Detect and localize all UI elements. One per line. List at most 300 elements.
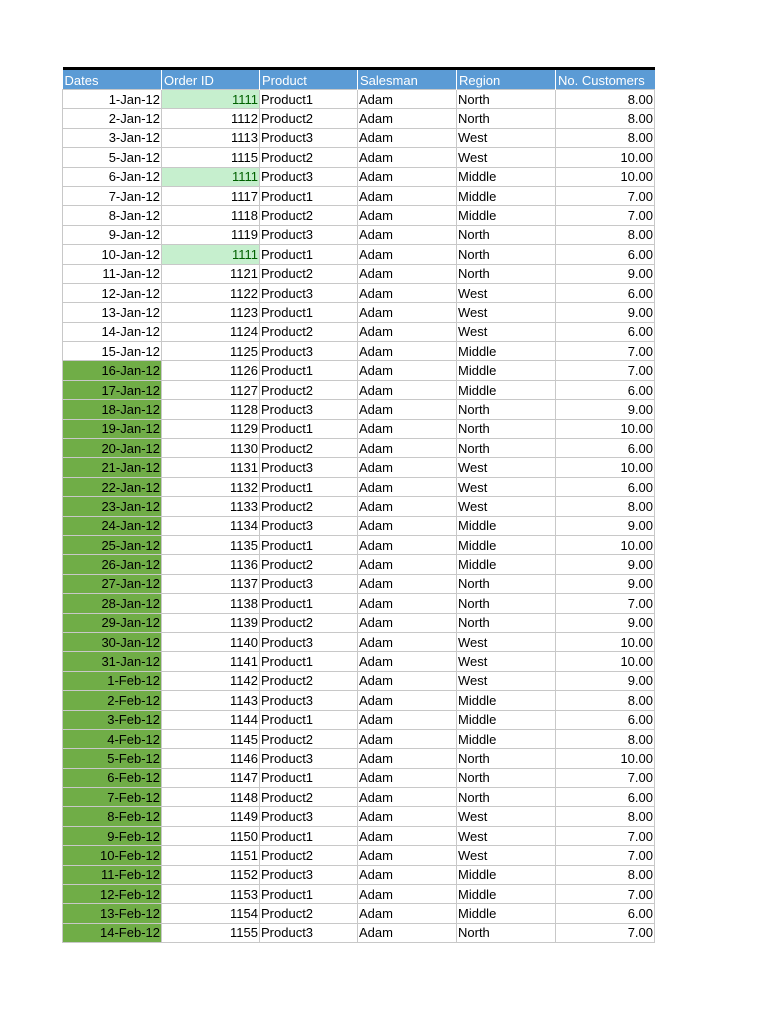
- cell-customers[interactable]: 10.00: [556, 749, 655, 768]
- cell-product[interactable]: Product2: [260, 904, 358, 923]
- cell-date[interactable]: 10-Jan-12: [63, 245, 162, 264]
- cell-date[interactable]: 29-Jan-12: [63, 613, 162, 632]
- cell-salesman[interactable]: Adam: [358, 594, 457, 613]
- cell-customers[interactable]: 7.00: [556, 186, 655, 205]
- cell-product[interactable]: Product3: [260, 749, 358, 768]
- cell-salesman[interactable]: Adam: [358, 458, 457, 477]
- cell-date[interactable]: 6-Jan-12: [63, 167, 162, 186]
- cell-salesman[interactable]: Adam: [358, 439, 457, 458]
- cell-region[interactable]: West: [457, 632, 556, 651]
- cell-salesman[interactable]: Adam: [358, 807, 457, 826]
- cell-order-id[interactable]: 1122: [162, 283, 260, 302]
- cell-order-id[interactable]: 1125: [162, 342, 260, 361]
- cell-salesman[interactable]: Adam: [358, 613, 457, 632]
- cell-order-id[interactable]: 1129: [162, 419, 260, 438]
- cell-salesman[interactable]: Adam: [358, 749, 457, 768]
- cell-region[interactable]: Middle: [457, 342, 556, 361]
- cell-date[interactable]: 6-Feb-12: [63, 768, 162, 787]
- cell-product[interactable]: Product1: [260, 245, 358, 264]
- cell-salesman[interactable]: Adam: [358, 186, 457, 205]
- cell-date[interactable]: 2-Jan-12: [63, 109, 162, 128]
- cell-region[interactable]: North: [457, 245, 556, 264]
- cell-customers[interactable]: 7.00: [556, 768, 655, 787]
- table-row: [63, 361, 655, 380]
- cell-product[interactable]: Product2: [260, 613, 358, 632]
- cell-customers[interactable]: 7.00: [556, 923, 655, 942]
- cell-product[interactable]: Product2: [260, 322, 358, 341]
- cell-product[interactable]: Product1: [260, 594, 358, 613]
- cell-order-id[interactable]: 1150: [162, 826, 260, 845]
- cell-region[interactable]: Middle: [457, 865, 556, 884]
- cell-region[interactable]: West: [457, 807, 556, 826]
- cell-customers[interactable]: 6.00: [556, 477, 655, 496]
- cell-salesman[interactable]: Adam: [358, 245, 457, 264]
- cell-salesman[interactable]: Adam: [358, 322, 457, 341]
- cell-region[interactable]: North: [457, 225, 556, 244]
- cell-region[interactable]: North: [457, 594, 556, 613]
- cell-salesman[interactable]: Adam: [358, 691, 457, 710]
- cell-customers[interactable]: 7.00: [556, 342, 655, 361]
- cell-customers[interactable]: 10.00: [556, 652, 655, 671]
- cell-region[interactable]: Middle: [457, 516, 556, 535]
- cell-customers[interactable]: 8.00: [556, 729, 655, 748]
- cell-date[interactable]: 3-Jan-12: [63, 128, 162, 147]
- cell-salesman[interactable]: Adam: [358, 109, 457, 128]
- cell-salesman[interactable]: Adam: [358, 400, 457, 419]
- cell-product[interactable]: Product2: [260, 148, 358, 167]
- table-row: [63, 245, 655, 264]
- cell-region[interactable]: Middle: [457, 361, 556, 380]
- cell-date[interactable]: 20-Jan-12: [63, 439, 162, 458]
- cell-order-id[interactable]: 1142: [162, 671, 260, 690]
- header-product[interactable]: Product: [260, 69, 358, 90]
- cell-date[interactable]: 7-Jan-12: [63, 186, 162, 205]
- cell-date[interactable]: 25-Jan-12: [63, 535, 162, 554]
- cell-order-id[interactable]: 1123: [162, 303, 260, 322]
- cell-product[interactable]: Product1: [260, 361, 358, 380]
- table-row: [63, 225, 655, 244]
- cell-customers[interactable]: 8.00: [556, 497, 655, 516]
- cell-date[interactable]: 12-Jan-12: [63, 283, 162, 302]
- cell-region[interactable]: West: [457, 652, 556, 671]
- cell-order-id[interactable]: 1115: [162, 148, 260, 167]
- cell-product[interactable]: Product3: [260, 128, 358, 147]
- cell-product[interactable]: Product2: [260, 729, 358, 748]
- cell-product[interactable]: Product1: [260, 419, 358, 438]
- cell-date[interactable]: 16-Jan-12: [63, 361, 162, 380]
- cell-date[interactable]: 24-Jan-12: [63, 516, 162, 535]
- cell-region[interactable]: North: [457, 264, 556, 283]
- cell-salesman[interactable]: Adam: [358, 167, 457, 186]
- cell-date[interactable]: 9-Feb-12: [63, 826, 162, 845]
- cell-order-id[interactable]: 1138: [162, 594, 260, 613]
- cell-product[interactable]: Product2: [260, 206, 358, 225]
- table-row: [63, 574, 655, 593]
- cell-date[interactable]: 18-Jan-12: [63, 400, 162, 419]
- cell-order-id[interactable]: 1132: [162, 477, 260, 496]
- cell-region[interactable]: West: [457, 826, 556, 845]
- cell-salesman[interactable]: Adam: [358, 865, 457, 884]
- cell-region[interactable]: Middle: [457, 691, 556, 710]
- cell-customers[interactable]: 6.00: [556, 283, 655, 302]
- cell-product[interactable]: Product2: [260, 439, 358, 458]
- cell-date[interactable]: 1-Jan-12: [63, 90, 162, 109]
- cell-date[interactable]: 23-Jan-12: [63, 497, 162, 516]
- cell-date[interactable]: 22-Jan-12: [63, 477, 162, 496]
- cell-region[interactable]: Middle: [457, 535, 556, 554]
- cell-customers[interactable]: 6.00: [556, 245, 655, 264]
- cell-order-id[interactable]: 1135: [162, 535, 260, 554]
- cell-date[interactable]: 7-Feb-12: [63, 788, 162, 807]
- cell-product[interactable]: Product2: [260, 380, 358, 399]
- cell-order-id[interactable]: 1113: [162, 128, 260, 147]
- cell-customers[interactable]: 10.00: [556, 167, 655, 186]
- table-row: [63, 904, 655, 923]
- cell-salesman[interactable]: Adam: [358, 632, 457, 651]
- cell-customers[interactable]: 9.00: [556, 671, 655, 690]
- cell-salesman[interactable]: Adam: [358, 148, 457, 167]
- cell-date[interactable]: 9-Jan-12: [63, 225, 162, 244]
- cell-order-id[interactable]: 1139: [162, 613, 260, 632]
- cell-product[interactable]: Product3: [260, 167, 358, 186]
- cell-order-id[interactable]: 1133: [162, 497, 260, 516]
- cell-date[interactable]: 8-Feb-12: [63, 807, 162, 826]
- cell-customers[interactable]: 10.00: [556, 535, 655, 554]
- cell-customers[interactable]: 7.00: [556, 885, 655, 904]
- cell-customers[interactable]: 10.00: [556, 458, 655, 477]
- table-row: [63, 128, 655, 147]
- cell-region[interactable]: North: [457, 613, 556, 632]
- cell-customers[interactable]: 6.00: [556, 380, 655, 399]
- cell-salesman[interactable]: Adam: [358, 710, 457, 729]
- cell-order-id[interactable]: 1128: [162, 400, 260, 419]
- cell-product[interactable]: Product3: [260, 691, 358, 710]
- header-row: [63, 69, 655, 90]
- cell-order-id[interactable]: 1111: [162, 167, 260, 186]
- cell-product[interactable]: Product1: [260, 885, 358, 904]
- table-row: [63, 613, 655, 632]
- cell-product[interactable]: Product3: [260, 632, 358, 651]
- cell-region[interactable]: North: [457, 923, 556, 942]
- cell-salesman[interactable]: Adam: [358, 846, 457, 865]
- cell-region[interactable]: North: [457, 109, 556, 128]
- cell-order-id[interactable]: 1121: [162, 264, 260, 283]
- cell-product[interactable]: Product3: [260, 283, 358, 302]
- table-row: [63, 826, 655, 845]
- cell-product[interactable]: Product2: [260, 846, 358, 865]
- cell-date[interactable]: 30-Jan-12: [63, 632, 162, 651]
- cell-date[interactable]: 26-Jan-12: [63, 555, 162, 574]
- cell-customers[interactable]: 9.00: [556, 303, 655, 322]
- cell-customers[interactable]: 10.00: [556, 419, 655, 438]
- cell-region[interactable]: Middle: [457, 206, 556, 225]
- cell-product[interactable]: Product3: [260, 458, 358, 477]
- cell-product[interactable]: Product1: [260, 535, 358, 554]
- cell-order-id[interactable]: 1111: [162, 90, 260, 109]
- cell-product[interactable]: Product1: [260, 768, 358, 787]
- cell-salesman[interactable]: Adam: [358, 671, 457, 690]
- cell-customers[interactable]: 7.00: [556, 846, 655, 865]
- cell-customers[interactable]: 9.00: [556, 516, 655, 535]
- cell-order-id[interactable]: 1145: [162, 729, 260, 748]
- table-body: [63, 90, 655, 943]
- cell-order-id[interactable]: 1118: [162, 206, 260, 225]
- cell-customers[interactable]: 6.00: [556, 322, 655, 341]
- cell-product[interactable]: Product2: [260, 497, 358, 516]
- cell-date[interactable]: 13-Feb-12: [63, 904, 162, 923]
- table-row: [63, 691, 655, 710]
- cell-order-id[interactable]: 1154: [162, 904, 260, 923]
- cell-salesman[interactable]: Adam: [358, 826, 457, 845]
- cell-order-id[interactable]: 1119: [162, 225, 260, 244]
- cell-product[interactable]: Product3: [260, 923, 358, 942]
- cell-salesman[interactable]: Adam: [358, 380, 457, 399]
- cell-date[interactable]: 28-Jan-12: [63, 594, 162, 613]
- table-row: [63, 749, 655, 768]
- cell-date[interactable]: 14-Feb-12: [63, 923, 162, 942]
- header-dates[interactable]: Dates: [63, 69, 162, 90]
- cell-order-id[interactable]: 1141: [162, 652, 260, 671]
- cell-region[interactable]: West: [457, 458, 556, 477]
- cell-customers[interactable]: 9.00: [556, 264, 655, 283]
- cell-product[interactable]: Product2: [260, 555, 358, 574]
- cell-customers[interactable]: 8.00: [556, 109, 655, 128]
- cell-order-id[interactable]: 1149: [162, 807, 260, 826]
- header-order-id[interactable]: Order ID: [162, 69, 260, 90]
- header-no-customers[interactable]: No. Customers: [556, 69, 655, 90]
- cell-region[interactable]: North: [457, 574, 556, 593]
- cell-region[interactable]: Middle: [457, 710, 556, 729]
- cell-product[interactable]: Product1: [260, 186, 358, 205]
- cell-product[interactable]: Product3: [260, 516, 358, 535]
- table-row: [63, 768, 655, 787]
- cell-date[interactable]: 31-Jan-12: [63, 652, 162, 671]
- cell-product[interactable]: Product3: [260, 225, 358, 244]
- cell-product[interactable]: Product1: [260, 710, 358, 729]
- table-row: [63, 594, 655, 613]
- cell-product[interactable]: Product1: [260, 303, 358, 322]
- cell-customers[interactable]: 8.00: [556, 807, 655, 826]
- cell-order-id[interactable]: 1127: [162, 380, 260, 399]
- cell-customers[interactable]: 6.00: [556, 788, 655, 807]
- cell-region[interactable]: Middle: [457, 167, 556, 186]
- cell-region[interactable]: West: [457, 128, 556, 147]
- cell-region[interactable]: North: [457, 439, 556, 458]
- cell-salesman[interactable]: Adam: [358, 885, 457, 904]
- table-row: [63, 632, 655, 651]
- cell-product[interactable]: Product3: [260, 574, 358, 593]
- cell-date[interactable]: 1-Feb-12: [63, 671, 162, 690]
- cell-order-id[interactable]: 1148: [162, 788, 260, 807]
- cell-date[interactable]: 14-Jan-12: [63, 322, 162, 341]
- cell-customers[interactable]: 6.00: [556, 439, 655, 458]
- cell-order-id[interactable]: 1134: [162, 516, 260, 535]
- cell-order-id[interactable]: 1146: [162, 749, 260, 768]
- cell-salesman[interactable]: Adam: [358, 904, 457, 923]
- cell-region[interactable]: West: [457, 671, 556, 690]
- cell-region[interactable]: North: [457, 749, 556, 768]
- cell-product[interactable]: Product2: [260, 788, 358, 807]
- cell-salesman[interactable]: Adam: [358, 516, 457, 535]
- cell-order-id[interactable]: 1144: [162, 710, 260, 729]
- cell-region[interactable]: North: [457, 419, 556, 438]
- cell-product[interactable]: Product3: [260, 400, 358, 419]
- table-row: [63, 109, 655, 128]
- cell-customers[interactable]: 9.00: [556, 574, 655, 593]
- cell-region[interactable]: Middle: [457, 380, 556, 399]
- cell-date[interactable]: 27-Jan-12: [63, 574, 162, 593]
- cell-salesman[interactable]: Adam: [358, 225, 457, 244]
- cell-customers[interactable]: 9.00: [556, 400, 655, 419]
- cell-order-id[interactable]: 1152: [162, 865, 260, 884]
- cell-product[interactable]: Product2: [260, 264, 358, 283]
- cell-order-id[interactable]: 1143: [162, 691, 260, 710]
- cell-customers[interactable]: 7.00: [556, 826, 655, 845]
- table-row: [63, 865, 655, 884]
- cell-customers[interactable]: 8.00: [556, 865, 655, 884]
- cell-date[interactable]: 17-Jan-12: [63, 380, 162, 399]
- cell-product[interactable]: Product3: [260, 342, 358, 361]
- cell-region[interactable]: Middle: [457, 186, 556, 205]
- cell-salesman[interactable]: Adam: [358, 264, 457, 283]
- cell-order-id[interactable]: 1136: [162, 555, 260, 574]
- cell-date[interactable]: 13-Jan-12: [63, 303, 162, 322]
- cell-date[interactable]: 8-Jan-12: [63, 206, 162, 225]
- cell-product[interactable]: Product1: [260, 90, 358, 109]
- cell-customers[interactable]: 6.00: [556, 710, 655, 729]
- cell-date[interactable]: 3-Feb-12: [63, 710, 162, 729]
- cell-date[interactable]: 10-Feb-12: [63, 846, 162, 865]
- cell-customers[interactable]: 6.00: [556, 904, 655, 923]
- cell-date[interactable]: 21-Jan-12: [63, 458, 162, 477]
- cell-salesman[interactable]: Adam: [358, 535, 457, 554]
- cell-salesman[interactable]: Adam: [358, 419, 457, 438]
- cell-region[interactable]: Middle: [457, 729, 556, 748]
- cell-customers[interactable]: 8.00: [556, 691, 655, 710]
- cell-order-id[interactable]: 1124: [162, 322, 260, 341]
- cell-customers[interactable]: 9.00: [556, 555, 655, 574]
- table-row: [63, 186, 655, 205]
- cell-order-id[interactable]: 1131: [162, 458, 260, 477]
- cell-salesman[interactable]: Adam: [358, 128, 457, 147]
- cell-date[interactable]: 5-Jan-12: [63, 148, 162, 167]
- cell-order-id[interactable]: 1151: [162, 846, 260, 865]
- cell-order-id[interactable]: 1155: [162, 923, 260, 942]
- cell-customers[interactable]: 7.00: [556, 361, 655, 380]
- cell-customers[interactable]: 10.00: [556, 148, 655, 167]
- cell-region[interactable]: Middle: [457, 904, 556, 923]
- table-row: [63, 885, 655, 904]
- cell-region[interactable]: North: [457, 768, 556, 787]
- cell-order-id[interactable]: 1147: [162, 768, 260, 787]
- cell-customers[interactable]: 8.00: [556, 90, 655, 109]
- cell-salesman[interactable]: Adam: [358, 303, 457, 322]
- header-salesman[interactable]: Salesman: [358, 69, 457, 90]
- cell-customers[interactable]: 7.00: [556, 206, 655, 225]
- cell-date[interactable]: 11-Feb-12: [63, 865, 162, 884]
- cell-date[interactable]: 4-Feb-12: [63, 729, 162, 748]
- cell-product[interactable]: Product1: [260, 477, 358, 496]
- cell-salesman[interactable]: Adam: [358, 342, 457, 361]
- cell-order-id[interactable]: 1111: [162, 245, 260, 264]
- cell-region[interactable]: West: [457, 497, 556, 516]
- cell-product[interactable]: Product2: [260, 671, 358, 690]
- cell-order-id[interactable]: 1153: [162, 885, 260, 904]
- table-row: [63, 380, 655, 399]
- cell-salesman[interactable]: Adam: [358, 788, 457, 807]
- cell-salesman[interactable]: Adam: [358, 497, 457, 516]
- table-row: [63, 807, 655, 826]
- cell-region[interactable]: West: [457, 846, 556, 865]
- cell-salesman[interactable]: Adam: [358, 206, 457, 225]
- cell-salesman[interactable]: Adam: [358, 555, 457, 574]
- cell-salesman[interactable]: Adam: [358, 729, 457, 748]
- cell-region[interactable]: North: [457, 90, 556, 109]
- cell-region[interactable]: West: [457, 477, 556, 496]
- cell-order-id[interactable]: 1137: [162, 574, 260, 593]
- cell-product[interactable]: Product1: [260, 826, 358, 845]
- cell-customers[interactable]: 7.00: [556, 594, 655, 613]
- cell-date[interactable]: 12-Feb-12: [63, 885, 162, 904]
- cell-date[interactable]: 15-Jan-12: [63, 342, 162, 361]
- cell-order-id[interactable]: 1130: [162, 439, 260, 458]
- cell-order-id[interactable]: 1126: [162, 361, 260, 380]
- cell-salesman[interactable]: Adam: [358, 652, 457, 671]
- cell-customers[interactable]: 9.00: [556, 613, 655, 632]
- cell-product[interactable]: Product1: [260, 652, 358, 671]
- cell-date[interactable]: 19-Jan-12: [63, 419, 162, 438]
- table-row: [63, 167, 655, 186]
- cell-customers[interactable]: 8.00: [556, 225, 655, 244]
- cell-region[interactable]: Middle: [457, 555, 556, 574]
- cell-salesman[interactable]: Adam: [358, 90, 457, 109]
- cell-region[interactable]: West: [457, 148, 556, 167]
- cell-customers[interactable]: 10.00: [556, 632, 655, 651]
- cell-order-id[interactable]: 1117: [162, 186, 260, 205]
- cell-order-id[interactable]: 1140: [162, 632, 260, 651]
- cell-region[interactable]: North: [457, 400, 556, 419]
- table-row: [63, 497, 655, 516]
- cell-region[interactable]: West: [457, 322, 556, 341]
- orders-table: [62, 67, 655, 943]
- table-row: [63, 264, 655, 283]
- cell-product[interactable]: Product3: [260, 865, 358, 884]
- cell-date[interactable]: 2-Feb-12: [63, 691, 162, 710]
- cell-region[interactable]: Middle: [457, 885, 556, 904]
- cell-region[interactable]: North: [457, 788, 556, 807]
- cell-salesman[interactable]: Adam: [358, 283, 457, 302]
- cell-order-id[interactable]: 1112: [162, 109, 260, 128]
- table-row: [63, 555, 655, 574]
- table-row: [63, 652, 655, 671]
- header-region[interactable]: Region: [457, 69, 556, 90]
- cell-date[interactable]: 11-Jan-12: [63, 264, 162, 283]
- cell-customers[interactable]: 8.00: [556, 128, 655, 147]
- cell-salesman[interactable]: Adam: [358, 923, 457, 942]
- cell-product[interactable]: Product3: [260, 807, 358, 826]
- cell-product[interactable]: Product2: [260, 109, 358, 128]
- cell-region[interactable]: West: [457, 283, 556, 302]
- cell-salesman[interactable]: Adam: [358, 768, 457, 787]
- table-row: [63, 148, 655, 167]
- cell-salesman[interactable]: Adam: [358, 574, 457, 593]
- table-row: [63, 322, 655, 341]
- cell-region[interactable]: West: [457, 303, 556, 322]
- table-row: [63, 283, 655, 302]
- cell-salesman[interactable]: Adam: [358, 477, 457, 496]
- cell-salesman[interactable]: Adam: [358, 361, 457, 380]
- cell-date[interactable]: 5-Feb-12: [63, 749, 162, 768]
